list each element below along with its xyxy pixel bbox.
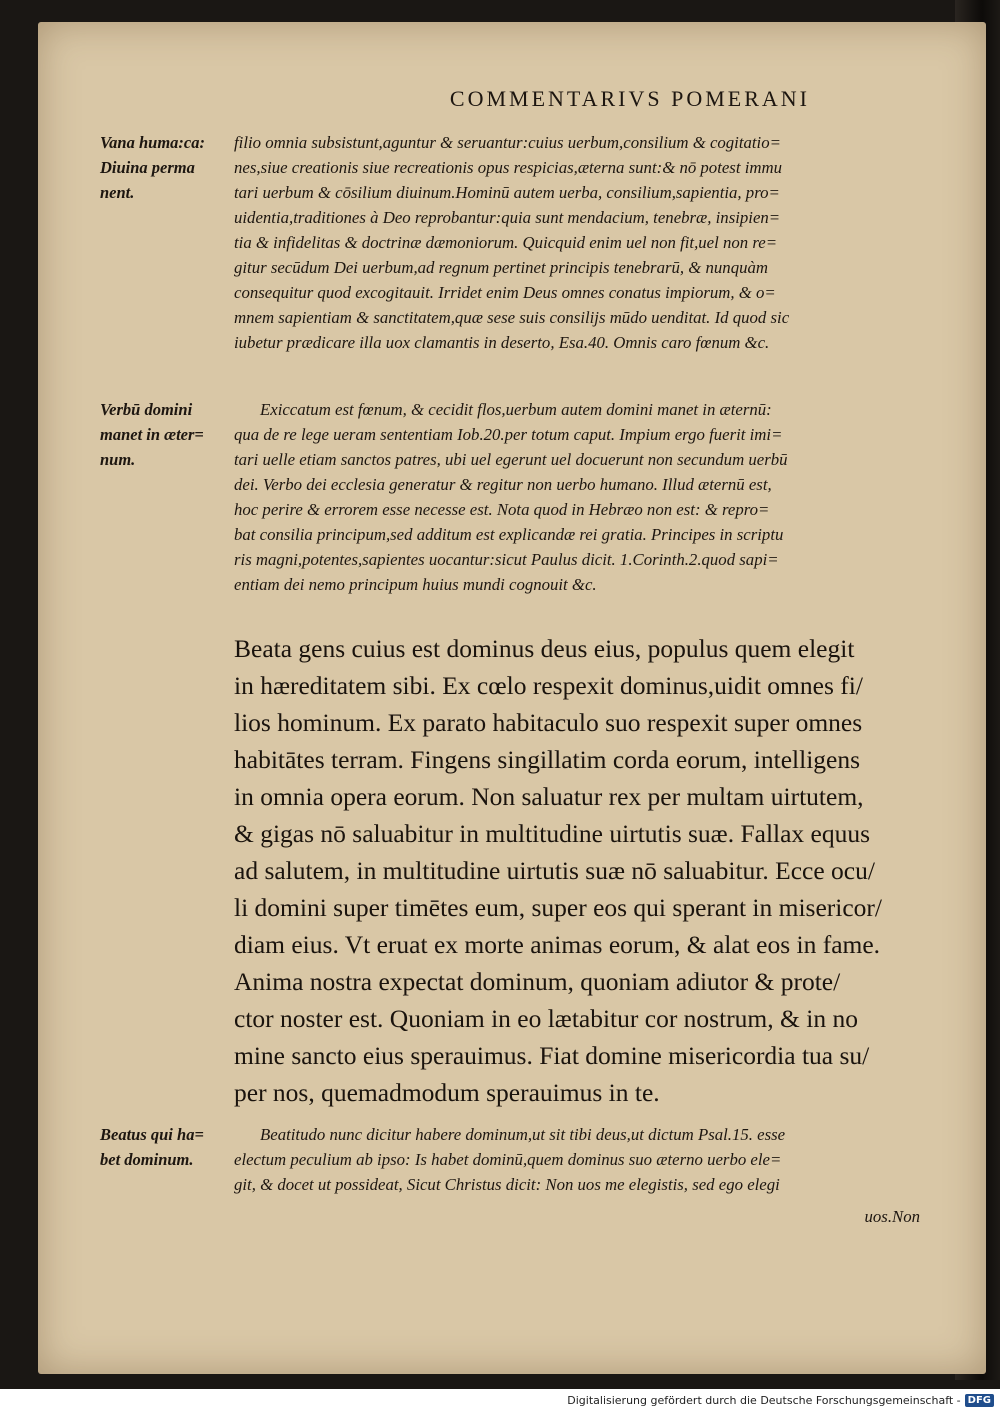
text-line: Beatitudo nunc dicitur habere dominum,ut sit tibi deus,ut dictum Psal.15. esse bbox=[260, 1125, 786, 1144]
scripture-line: li domini super timētes eum, super eos qui sperant in misericor/ bbox=[234, 893, 882, 922]
scripture-line: mine sancto eius sperauimus. Fiat domine misericordia tua su/ bbox=[234, 1041, 870, 1070]
text-line: iubetur prædicare illa uox clamantis in deserto, Esa.40. Omnis caro fœnum &c. bbox=[234, 333, 770, 352]
commentary-paragraph-3 bbox=[234, 1122, 924, 1197]
footer-credit: Digitalisierung gefördert durch die Deutsche Forschungsgemeinschaft - bbox=[567, 1393, 961, 1407]
scripture-line: ctor noster est. Quoniam in eo lætabitur cor nostrum, & in no bbox=[234, 1004, 858, 1033]
text-line: Exiccatum est fœnum, & cecidit flos,uerbum autem domini manet in æternū: bbox=[260, 400, 772, 419]
scripture-line: Beata gens cuius est dominus deus eius, populus quem elegit bbox=[234, 634, 855, 663]
running-title: COMMENTARIVS POMERANI bbox=[449, 86, 810, 111]
text-line: hoc perire & errorem esse necesse est. Nota quod in Hebræo non est: & repro= bbox=[234, 500, 770, 519]
scripture-block bbox=[234, 630, 924, 1111]
margin-note-line: num. bbox=[100, 450, 136, 469]
margin-note-line: Beatus qui ha= bbox=[100, 1125, 204, 1144]
margin-note-line: Verbū domini bbox=[100, 400, 193, 419]
commentary-paragraph-1 bbox=[234, 130, 924, 355]
text-line: qua de re lege ueram sententiam Iob.20.per totum caput. Impium ergo fuerit imi= bbox=[234, 425, 783, 444]
margin-note-verbum-domini bbox=[100, 397, 230, 472]
text-line: electum peculium ab ipso: Is habet dominū,quem dominus suo æterno uerbo ele= bbox=[234, 1150, 782, 1169]
margin-note-line: Vana huma:ca: bbox=[100, 133, 205, 152]
text-line: bat consilia principum,sed additum est explicandæ rei gratia. Principes in scriptu bbox=[234, 525, 784, 544]
dfg-logo: DFG bbox=[965, 1394, 994, 1407]
margin-note-line: manet in æter= bbox=[100, 425, 204, 444]
scripture-line: & gigas nō saluabitur in multitudine uirtutis suæ. Fallax equus bbox=[234, 819, 871, 848]
margin-note-line: bet dominum. bbox=[100, 1150, 194, 1169]
margin-note-line: Diuina perma bbox=[100, 158, 195, 177]
margin-note-line: nent. bbox=[100, 183, 135, 202]
text-line: ris magni,potentes,sapientes uocantur:sicut Paulus dicit. 1.Corinth.2.quod sapi= bbox=[234, 550, 779, 569]
text-line: tia & infidelitas & doctrinæ dæmoniorum. Quicquid enim uel non fit,uel non re= bbox=[234, 233, 778, 252]
text-line: tari uerbum & cōsilium diuinum.Hominū autem uerba, consilium,sapientia, pro= bbox=[234, 183, 780, 202]
scripture-line: in omnia opera eorum. Non saluatur rex per multam uirtutem, bbox=[234, 782, 864, 811]
text-line: gitur secūdum Dei uerbum,ad regnum pertinet principis tenebrarū, & nunquàm bbox=[234, 258, 768, 277]
text-line: tari uelle etiam sanctos patres, ubi uel egerunt uel docuerunt non secundum uerbū bbox=[234, 450, 788, 469]
margin-note-vana-humana bbox=[100, 130, 230, 205]
scripture-line: in hæreditatem sibi. Ex cœlo respexit dominus,uidit omnes fi/ bbox=[234, 671, 863, 700]
text-line: nes,siue creationis siue recreationis opus respicias,æterna sunt:& nō potest immu bbox=[234, 158, 782, 177]
scripture-line: lios hominum. Ex parato habitaculo suo respexit super omnes bbox=[234, 708, 863, 737]
scripture-line: ad salutem, in multitudine uirtutis suæ nō saluabitur. Ecce ocu/ bbox=[234, 856, 875, 885]
scripture-line: habitātes terram. Fingens singillatim corda eorum, intelligens bbox=[234, 745, 861, 774]
scripture-line: per nos, quemadmodum sperauimus in te. bbox=[234, 1078, 660, 1107]
text-line: consequitur quod excogitauit. Irridet enim Deus omnes conatus impiorum, & o= bbox=[234, 283, 776, 302]
footer-bar bbox=[0, 1389, 1000, 1411]
commentary-paragraph-2 bbox=[234, 397, 924, 597]
margin-note-beatus bbox=[100, 1122, 230, 1172]
scripture-line: Anima nostra expectat dominum, quoniam adiutor & prote/ bbox=[234, 967, 841, 996]
scripture-line: diam eius. Vt eruat ex morte animas eorum, & alat eos in fame. bbox=[234, 930, 881, 959]
catchword: uos.Non bbox=[864, 1207, 920, 1226]
text-line: dei. Verbo dei ecclesia generatur & regitur non uerbo humano. Illud æternū est, bbox=[234, 475, 772, 494]
text-line: entiam dei nemo principum huius mundi cognouit &c. bbox=[234, 575, 597, 594]
text-line: filio omnia subsistunt,aguntur & seruantur:cuius uerbum,consilium & cogitatio= bbox=[234, 133, 781, 152]
text-line: git, & docet ut possideat, Sicut Christus dicit: Non uos me elegistis, sed ego elegi bbox=[234, 1175, 780, 1194]
text-line: mnem sapientiam & sanctitatem,quæ sese suis consilijs mūdo uenditat. Id quod sic bbox=[234, 308, 790, 327]
text-line: uidentia,traditiones à Deo reprobantur:quia sunt mendacium, tenebræ, insipien= bbox=[234, 208, 781, 227]
